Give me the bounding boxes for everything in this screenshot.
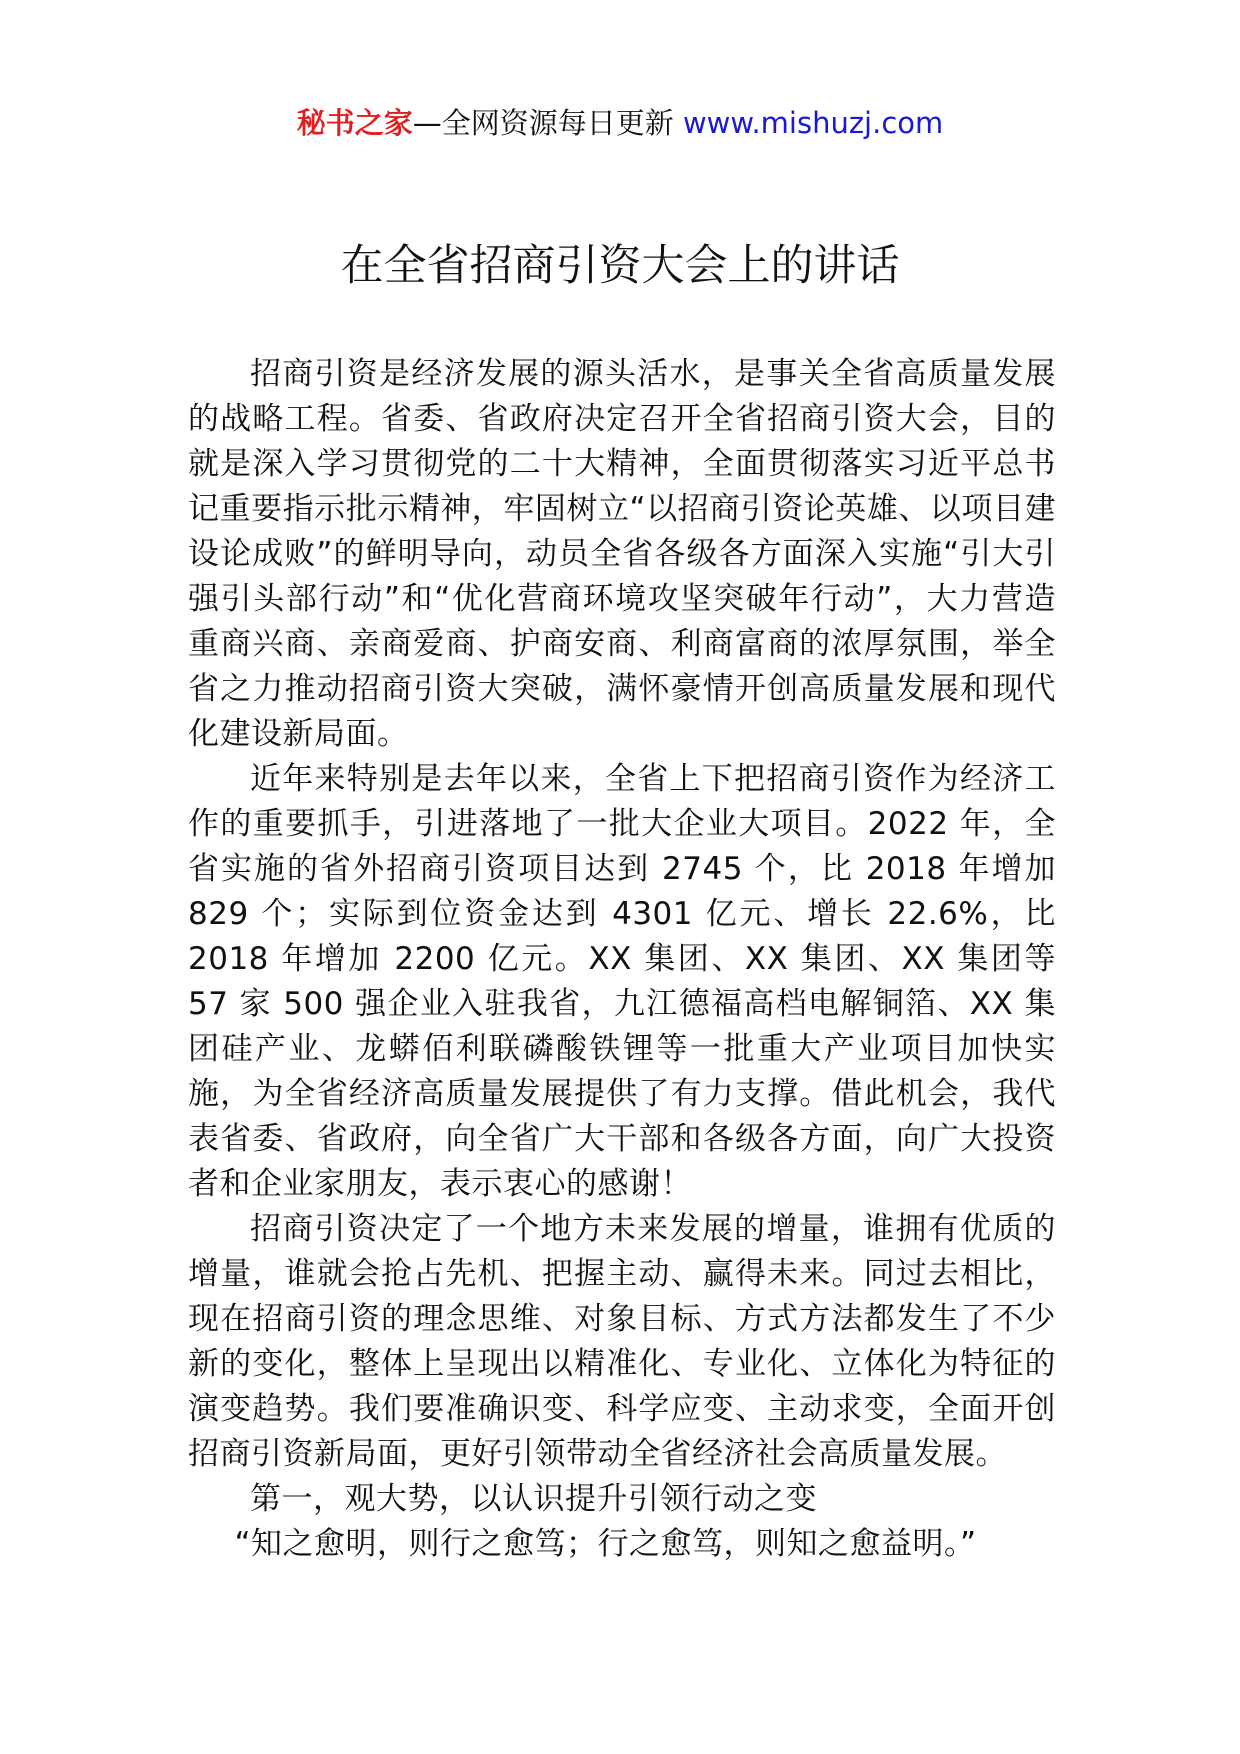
site-url-link[interactable]: www.mishuzj.com — [682, 106, 944, 140]
paragraph: 近年来特别是去年以来，全省上下把招商引资作为经济工作的重要抓手，引进落地了一批大企业大项目。2022 年，全省实施的省外招商引资项目达到 2745 个，比 2018 年增加 829 个；实际到位资金达到 4301 亿元、增长 22.6%，比 2018 年增加 2200 亿元。XX 集团、XX 集团、XX 集团等 57 家 500 强企业入驻我省，九江德福高档电解铜箔、XX 集团硅产业、龙蟒佰利联磷酸铁锂等一批重大产业项目加快实施，为全省经济高质量发展提供了有力支撑。借此机会，我代表省委、省政府，向全省广大干部和各级各方面，向广大投资者和企业家朋友，表示衷心的感谢！ — [188, 761, 1056, 1202]
paragraph: 招商引资决定了一个地方未来发展的增量，谁拥有优质的增量，谁就会抢占先机、把握主动、赢得未来。同过去相比，现在招商引资的理念思维、对象目标、方式方法都发生了不少新的变化，整体上呈现出以精准化、专业化、立体化为特征的演变趋势。我们要准确识变、科学应变、主动求变，全面开创招商引资新局面，更好引领带动全省经济社会高质量发展。 — [188, 1211, 1056, 1472]
paragraph: 招商引资是经济发展的源头活水，是事关全省高质量发展的战略工程。省委、省政府决定召开全省招商引资大会，目的就是深入学习贯彻党的二十大精神，全面贯彻落实习近平总书记重要指示批示精神，牢固树立“以招商引资论英雄、以项目建设论成败”的鲜明导向，动员全省各级各方面深入实施“引大引强引头部行动”和“优化营商环境攻坚突破年行动”，大力营造重商兴商、亲商爱商、护商安商、利商富商的浓厚氛围，举全省之力推动招商引资大突破，满怀豪情开创高质量发展和现代化建设新局面。 — [188, 356, 1056, 752]
site-tagline: —全网资源每日更新 — [412, 106, 674, 140]
quote-paragraph: “知之愈明，则行之愈笃；行之愈笃，则知之愈益明。” — [234, 1526, 977, 1562]
document-title: 在全省招商引资大会上的讲话 — [340, 241, 900, 291]
document-body — [188, 352, 1056, 1567]
site-brand: 秘书之家 — [296, 106, 413, 140]
site-header — [0, 103, 1240, 143]
section-heading: 第一，观大势，以认识提升引领行动之变 — [250, 1481, 817, 1517]
